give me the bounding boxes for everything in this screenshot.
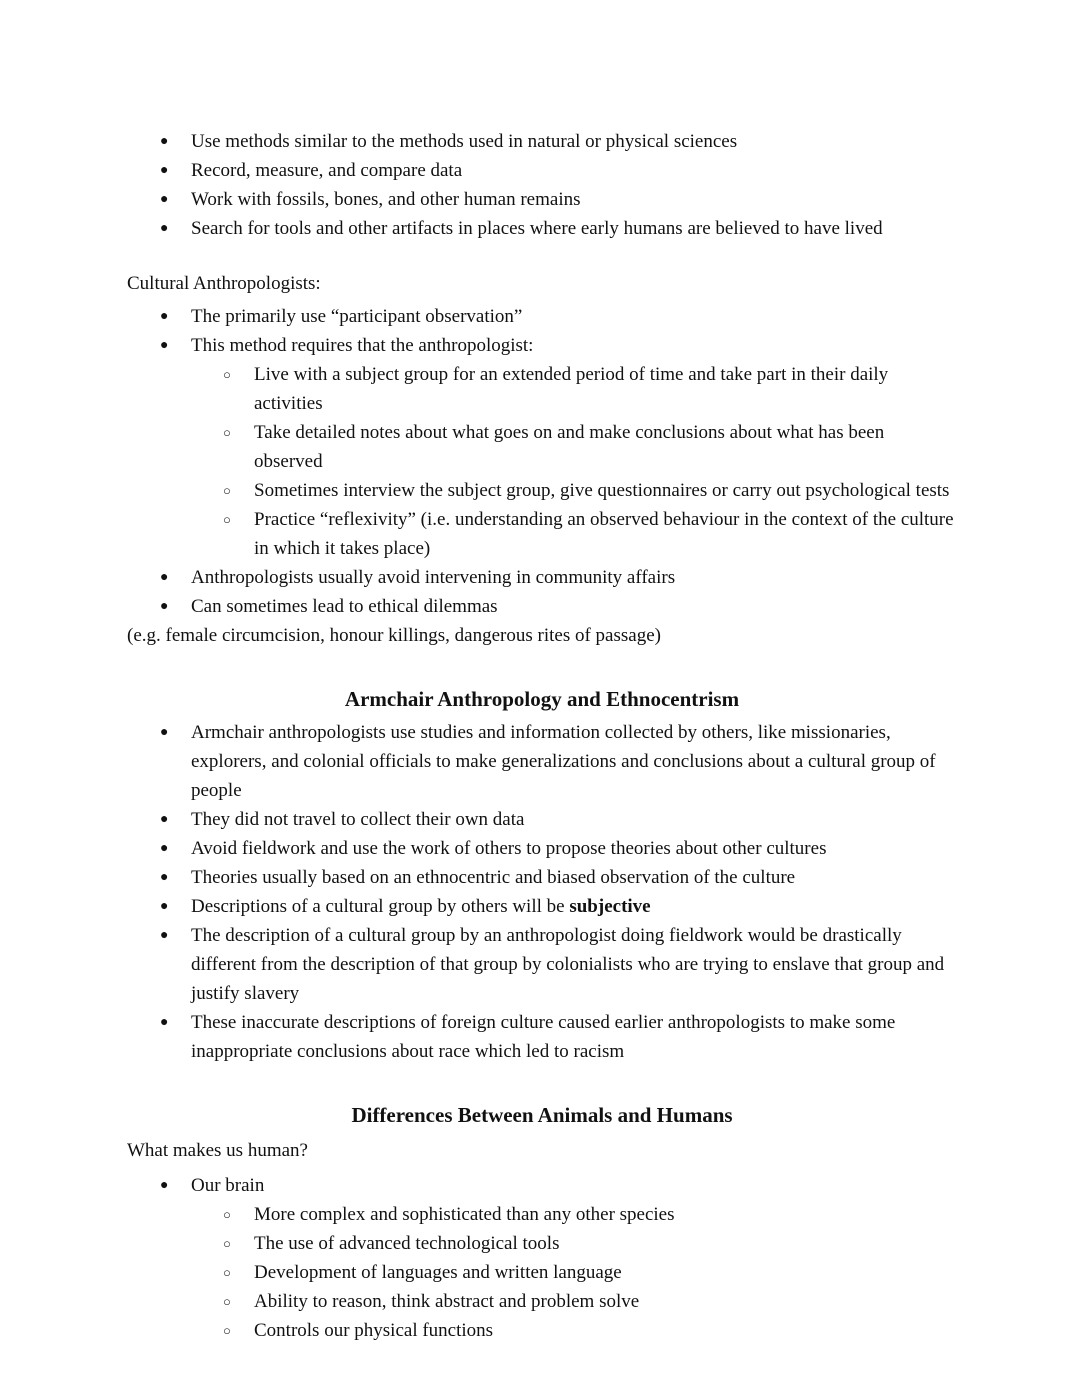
list-item — [160, 331, 957, 563]
bullet-icon: ● — [160, 928, 169, 943]
bullet-icon: ● — [160, 309, 169, 324]
list-item-text: Descriptions of a cultural group by others will be — [191, 896, 570, 917]
what-makes-us-human-question: What makes us human? — [127, 1140, 308, 1161]
list-item-text: Armchair anthropologists use studies and information collected by others, like missionaries, explorers, and colonial officials to make generalizations and conclusions about a cultural group of people — [191, 722, 936, 801]
list-item-text: Search for tools and other artifacts in places where early humans are believed to have lived — [191, 218, 883, 239]
sublist-item-text: Ability to reason, think abstract and problem solve — [254, 1291, 640, 1312]
bullet-icon: ● — [160, 1015, 169, 1030]
list-item — [160, 185, 957, 214]
cultural-methods-list — [127, 302, 957, 621]
list-item — [160, 834, 957, 863]
bullet-icon: ● — [160, 221, 169, 236]
sublist-item-text: Controls our physical functions — [254, 1320, 494, 1341]
hollow-bullet-icon: ○ — [223, 1236, 231, 1251]
list-item — [160, 156, 957, 185]
sublist-item-text: Sometimes interview the subject group, give questionnaires or carry out psychological tests — [254, 480, 950, 501]
hollow-bullet-icon: ○ — [223, 1294, 231, 1309]
list-item-text: These inaccurate descriptions of foreign culture caused earlier anthropologists to make some inappropriate conclusions about race which led to racism — [191, 1012, 896, 1062]
sublist-item-text: More complex and sophisticated than any other species — [254, 1204, 675, 1225]
sublist-item — [223, 1200, 957, 1229]
bullet-icon: ● — [160, 841, 169, 856]
list-item-text: Use methods similar to the methods used in natural or physical sciences — [191, 131, 738, 152]
sublist-item-text: Practice “reflexivity” (i.e. understanding an observed behaviour in the context of the culture in which it takes place) — [254, 509, 954, 559]
bullet-icon: ● — [160, 163, 169, 178]
armchair-list — [127, 718, 957, 1066]
document-body — [127, 127, 957, 1345]
bullet-icon: ● — [160, 725, 169, 740]
list-item — [160, 1008, 957, 1066]
requirements-sublist — [191, 360, 957, 563]
list-item-text: The primarily use “participant observation” — [191, 306, 523, 327]
ethical-dilemma-examples: (e.g. female circumcision, honour killings, dangerous rites of passage) — [127, 625, 661, 646]
list-item — [160, 892, 957, 921]
list-item-text: Anthropologists usually avoid intervening in community affairs — [191, 567, 676, 588]
hollow-bullet-icon: ○ — [223, 512, 231, 527]
brain-sublist — [191, 1200, 957, 1345]
bullet-icon: ● — [160, 570, 169, 585]
armchair-heading: Armchair Anthropology and Ethnocentrism — [344, 687, 740, 711]
hollow-bullet-icon: ○ — [223, 1207, 231, 1222]
list-item-text: Our brain — [191, 1175, 265, 1196]
human-traits-list — [127, 1171, 957, 1345]
list-item — [160, 805, 957, 834]
bullet-icon: ● — [160, 338, 169, 353]
physical-methods-list — [127, 127, 957, 243]
subjective-emphasis: subjective — [569, 896, 651, 917]
cultural-anthropologists-label: Cultural Anthropologists: — [127, 273, 321, 294]
list-item-text: The description of a cultural group by an anthropologist doing fieldwork would be drastically different from the description of that group by colonialists who are trying to enslave that group and justify slavery — [191, 925, 945, 1004]
list-item — [160, 921, 957, 1008]
sublist-item — [223, 1258, 957, 1287]
hollow-bullet-icon: ○ — [223, 1265, 231, 1280]
list-item — [160, 214, 957, 243]
sublist-item — [223, 476, 957, 505]
list-item — [160, 592, 957, 621]
bullet-icon: ● — [160, 192, 169, 207]
sublist-item-text: Live with a subject group for an extended period of time and take part in their daily activities — [254, 364, 889, 414]
sublist-item — [223, 1316, 957, 1345]
differences-heading: Differences Between Animals and Humans — [351, 1103, 733, 1127]
list-item-text: Can sometimes lead to ethical dilemmas — [191, 596, 498, 617]
sublist-item — [223, 360, 957, 418]
list-item-text: This method requires that the anthropologist: — [191, 335, 534, 356]
sublist-item-text: The use of advanced technological tools — [254, 1233, 560, 1254]
bullet-icon: ● — [160, 1178, 169, 1193]
sublist-item — [223, 1287, 957, 1316]
hollow-bullet-icon: ○ — [223, 1323, 231, 1338]
list-item — [160, 863, 957, 892]
bullet-icon: ● — [160, 599, 169, 614]
sublist-item-text: Take detailed notes about what goes on and make conclusions about what has been observed — [254, 422, 885, 472]
hollow-bullet-icon: ○ — [223, 483, 231, 498]
list-item-text: Work with fossils, bones, and other human remains — [191, 189, 581, 210]
sublist-item — [223, 505, 957, 563]
bullet-icon: ● — [160, 812, 169, 827]
sublist-item — [223, 1229, 957, 1258]
list-item — [160, 563, 957, 592]
list-item — [160, 302, 957, 331]
list-item — [160, 1171, 957, 1345]
bullet-icon: ● — [160, 870, 169, 885]
list-item — [160, 127, 957, 156]
list-item-text: Avoid fieldwork and use the work of others to propose theories about other cultures — [191, 838, 827, 859]
list-item-text: They did not travel to collect their own data — [191, 809, 525, 830]
hollow-bullet-icon: ○ — [223, 425, 231, 440]
hollow-bullet-icon: ○ — [223, 367, 231, 382]
list-item-text: Theories usually based on an ethnocentric and biased observation of the culture — [191, 867, 796, 888]
list-item — [160, 718, 957, 805]
list-item-text: Record, measure, and compare data — [191, 160, 463, 181]
bullet-icon: ● — [160, 134, 169, 149]
sublist-item-text: Development of languages and written language — [254, 1262, 622, 1283]
bullet-icon: ● — [160, 899, 169, 914]
sublist-item — [223, 418, 957, 476]
